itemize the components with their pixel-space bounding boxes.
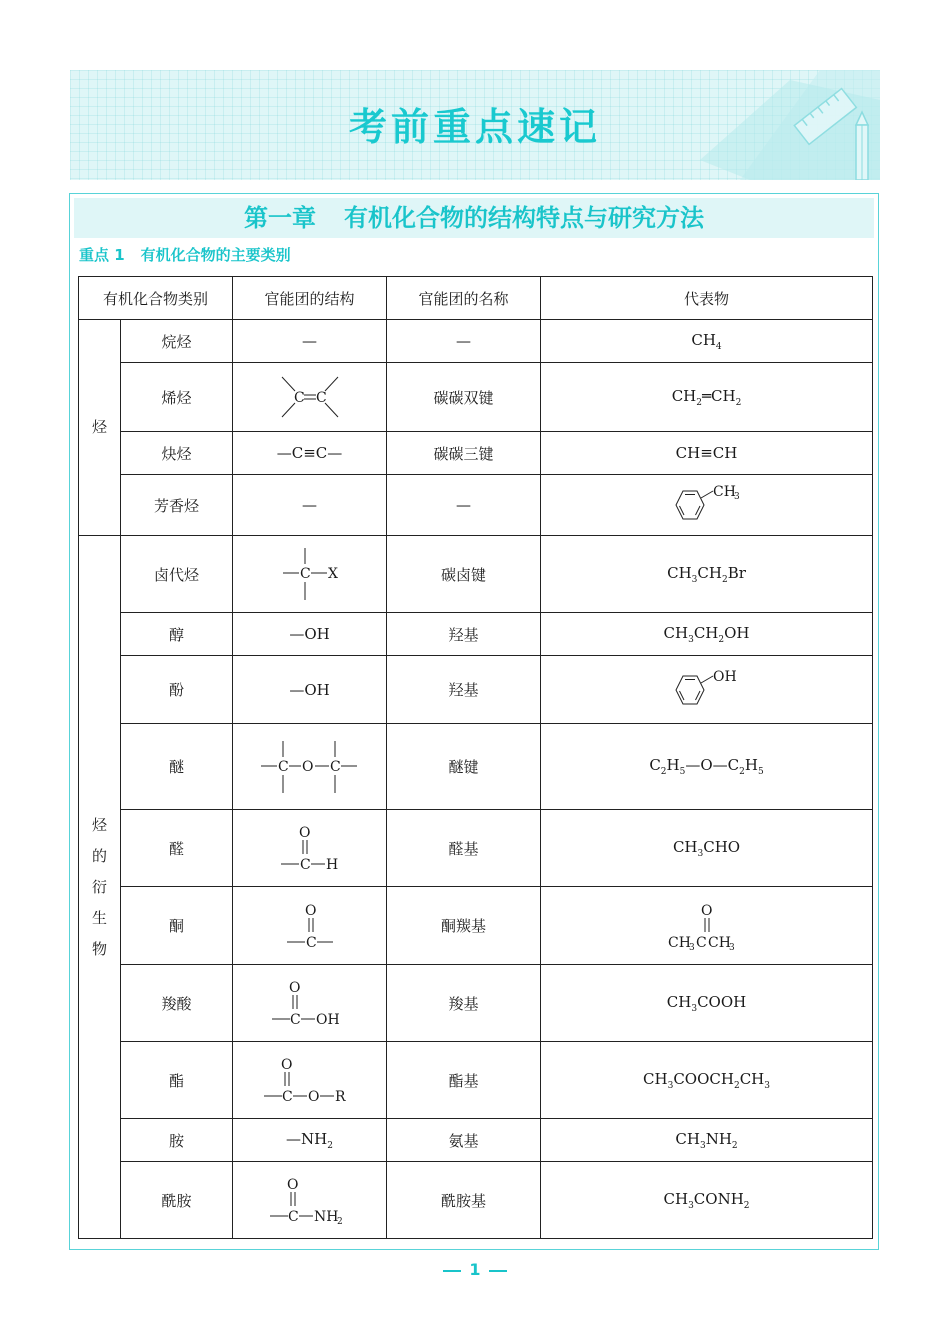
ether-structure [255, 739, 365, 795]
svg-text:C: C [299, 566, 311, 582]
name-cell: 羟基 [387, 613, 541, 656]
page-number [0, 1260, 950, 1279]
structure-cell [233, 363, 387, 432]
table-row [79, 536, 873, 613]
svg-text:2: 2 [336, 1217, 343, 1227]
amide-structure [268, 1175, 352, 1225]
table-row [79, 432, 873, 475]
category-cell: 醛 [121, 810, 233, 887]
name-cell: 酰胺基 [387, 1162, 541, 1239]
category-cell: 酮 [121, 887, 233, 965]
category-cell: 卤代烃 [121, 536, 233, 613]
aldehyde-structure [275, 823, 345, 873]
structure-cell: — [233, 475, 387, 536]
structure-cell: — [233, 320, 387, 363]
group-hydrocarbon: 烃 [79, 320, 121, 536]
page-number-value: 1 [469, 1260, 481, 1279]
svg-text:OH: OH [315, 1012, 340, 1028]
svg-text:H: H [325, 857, 338, 873]
chapter-title: 有机化合物的结构特点与研究方法 [344, 204, 704, 232]
category-cell: 烷烃 [121, 320, 233, 363]
table-row [79, 810, 873, 887]
example-cell: $CH_3CHO$ [541, 810, 873, 887]
svg-text:O: O [307, 1089, 319, 1105]
chapter-heading [74, 198, 874, 238]
alkene-structure [270, 374, 350, 420]
svg-text:C: C [695, 934, 707, 951]
category-cell: 炔烃 [121, 432, 233, 475]
category-cell: 胺 [121, 1119, 233, 1162]
svg-text:C: C [305, 934, 317, 951]
example-cell [541, 475, 873, 536]
structure-cell [233, 887, 387, 965]
name-cell: 氨基 [387, 1119, 541, 1162]
content-frame [69, 193, 879, 1250]
example-cell [541, 656, 873, 724]
category-cell: 醚 [121, 724, 233, 810]
example-cell: $C_2H_5—O—C_2H_5$ [541, 724, 873, 810]
table-row [79, 887, 873, 965]
example-cell: $CH_3CONH_2$ [541, 1162, 873, 1239]
svg-text:NH: NH [313, 1209, 338, 1225]
name-cell: 羟基 [387, 656, 541, 724]
section-title: 有机化合物的主要类别 [140, 246, 291, 264]
example-cell [541, 887, 873, 965]
name-cell: — [387, 320, 541, 363]
svg-text:C: C [281, 1089, 293, 1105]
category-cell: 酯 [121, 1042, 233, 1119]
banner-title: 考前重点速记 [348, 105, 601, 149]
ruler-pencil-icon [680, 70, 880, 180]
header-name: 官能团的名称 [387, 277, 541, 320]
organic-compound-table [78, 276, 873, 1239]
svg-text:O: O [301, 758, 313, 775]
svg-text:C: C [277, 758, 289, 775]
table-row [79, 965, 873, 1042]
svg-text:C: C [287, 1209, 299, 1225]
name-cell: 酯基 [387, 1042, 541, 1119]
table-row [79, 1162, 873, 1239]
structure-cell [233, 1162, 387, 1239]
chapter-label: 第一章 [244, 204, 316, 232]
structure-cell [233, 536, 387, 613]
category-cell: 羧酸 [121, 965, 233, 1042]
name-cell: 醚键 [387, 724, 541, 810]
acetone-structure [662, 901, 752, 951]
svg-text:X: X [327, 566, 338, 582]
structure-cell: —OH [233, 613, 387, 656]
toluene-structure [667, 485, 747, 525]
svg-text:3: 3 [728, 942, 735, 953]
svg-text:C: C [329, 758, 341, 775]
structure-cell [233, 1042, 387, 1119]
example-cell: $CH_3COOCH_2CH_3$ [541, 1042, 873, 1119]
example-cell: $CH_4$ [541, 320, 873, 363]
group-derivative: 烃 的 衍 生 物 [79, 536, 121, 1239]
svg-text:R: R [334, 1089, 346, 1105]
header-structure: 官能团的结构 [233, 277, 387, 320]
svg-text:C: C [315, 390, 327, 406]
svg-text:CH: CH [667, 934, 691, 951]
table-row [79, 724, 873, 810]
example-cell: $CH_3CH_2OH$ [541, 613, 873, 656]
table-row [79, 320, 873, 363]
category-cell: 醇 [121, 613, 233, 656]
name-cell: 酮羰基 [387, 887, 541, 965]
svg-text:C: C [289, 1012, 301, 1028]
example-cell: $CH_3NH_2$ [541, 1119, 873, 1162]
svg-text:3: 3 [733, 492, 740, 502]
svg-text:C: C [293, 390, 305, 406]
table-row [79, 363, 873, 432]
example-cell: CH≡CH [541, 432, 873, 475]
svg-text:OH: OH [712, 668, 737, 685]
section-heading [79, 244, 291, 265]
category-cell: 酰胺 [121, 1162, 233, 1239]
header-example: 代表物 [541, 277, 873, 320]
example-cell: $CH_3COOH$ [541, 965, 873, 1042]
carboxyl-structure [270, 978, 350, 1028]
table-row [79, 1119, 873, 1162]
structure-cell: $—NH_2$ [233, 1119, 387, 1162]
svg-text:O: O [288, 980, 300, 996]
title-banner [70, 70, 880, 180]
structure-cell: —OH [233, 656, 387, 724]
name-cell: 碳卤键 [387, 536, 541, 613]
svg-text:O: O [298, 825, 310, 841]
section-label: 重点 1 [79, 246, 125, 264]
name-cell: 碳碳三键 [387, 432, 541, 475]
structure-cell: —C≡C— [233, 432, 387, 475]
svg-text:O: O [286, 1177, 298, 1193]
table-header-row [79, 277, 873, 320]
phenol-structure [667, 670, 747, 710]
haloalkane-structure [275, 546, 345, 602]
svg-text:CH: CH [712, 484, 736, 500]
table-row [79, 613, 873, 656]
svg-text:CH: CH [707, 934, 731, 951]
svg-text:O: O [700, 902, 712, 919]
name-cell: 醛基 [387, 810, 541, 887]
table-row [79, 656, 873, 724]
name-cell: — [387, 475, 541, 536]
structure-cell [233, 810, 387, 887]
svg-text:O: O [304, 902, 316, 919]
example-cell: $CH_3CH_2Br$ [541, 536, 873, 613]
structure-cell [233, 965, 387, 1042]
structure-cell [233, 724, 387, 810]
example-cell: $CH_2═CH_2$ [541, 363, 873, 432]
ester-structure [262, 1055, 358, 1105]
table-row [79, 475, 873, 536]
ketone-structure [275, 901, 345, 951]
category-cell: 烯烃 [121, 363, 233, 432]
category-cell: 芳香烃 [121, 475, 233, 536]
table-row [79, 1042, 873, 1119]
category-cell: 酚 [121, 656, 233, 724]
name-cell: 碳碳双键 [387, 363, 541, 432]
svg-text:O: O [280, 1057, 292, 1073]
svg-text:3: 3 [688, 942, 695, 953]
svg-text:C: C [299, 857, 311, 873]
header-category: 有机化合物类别 [79, 277, 233, 320]
name-cell: 羧基 [387, 965, 541, 1042]
